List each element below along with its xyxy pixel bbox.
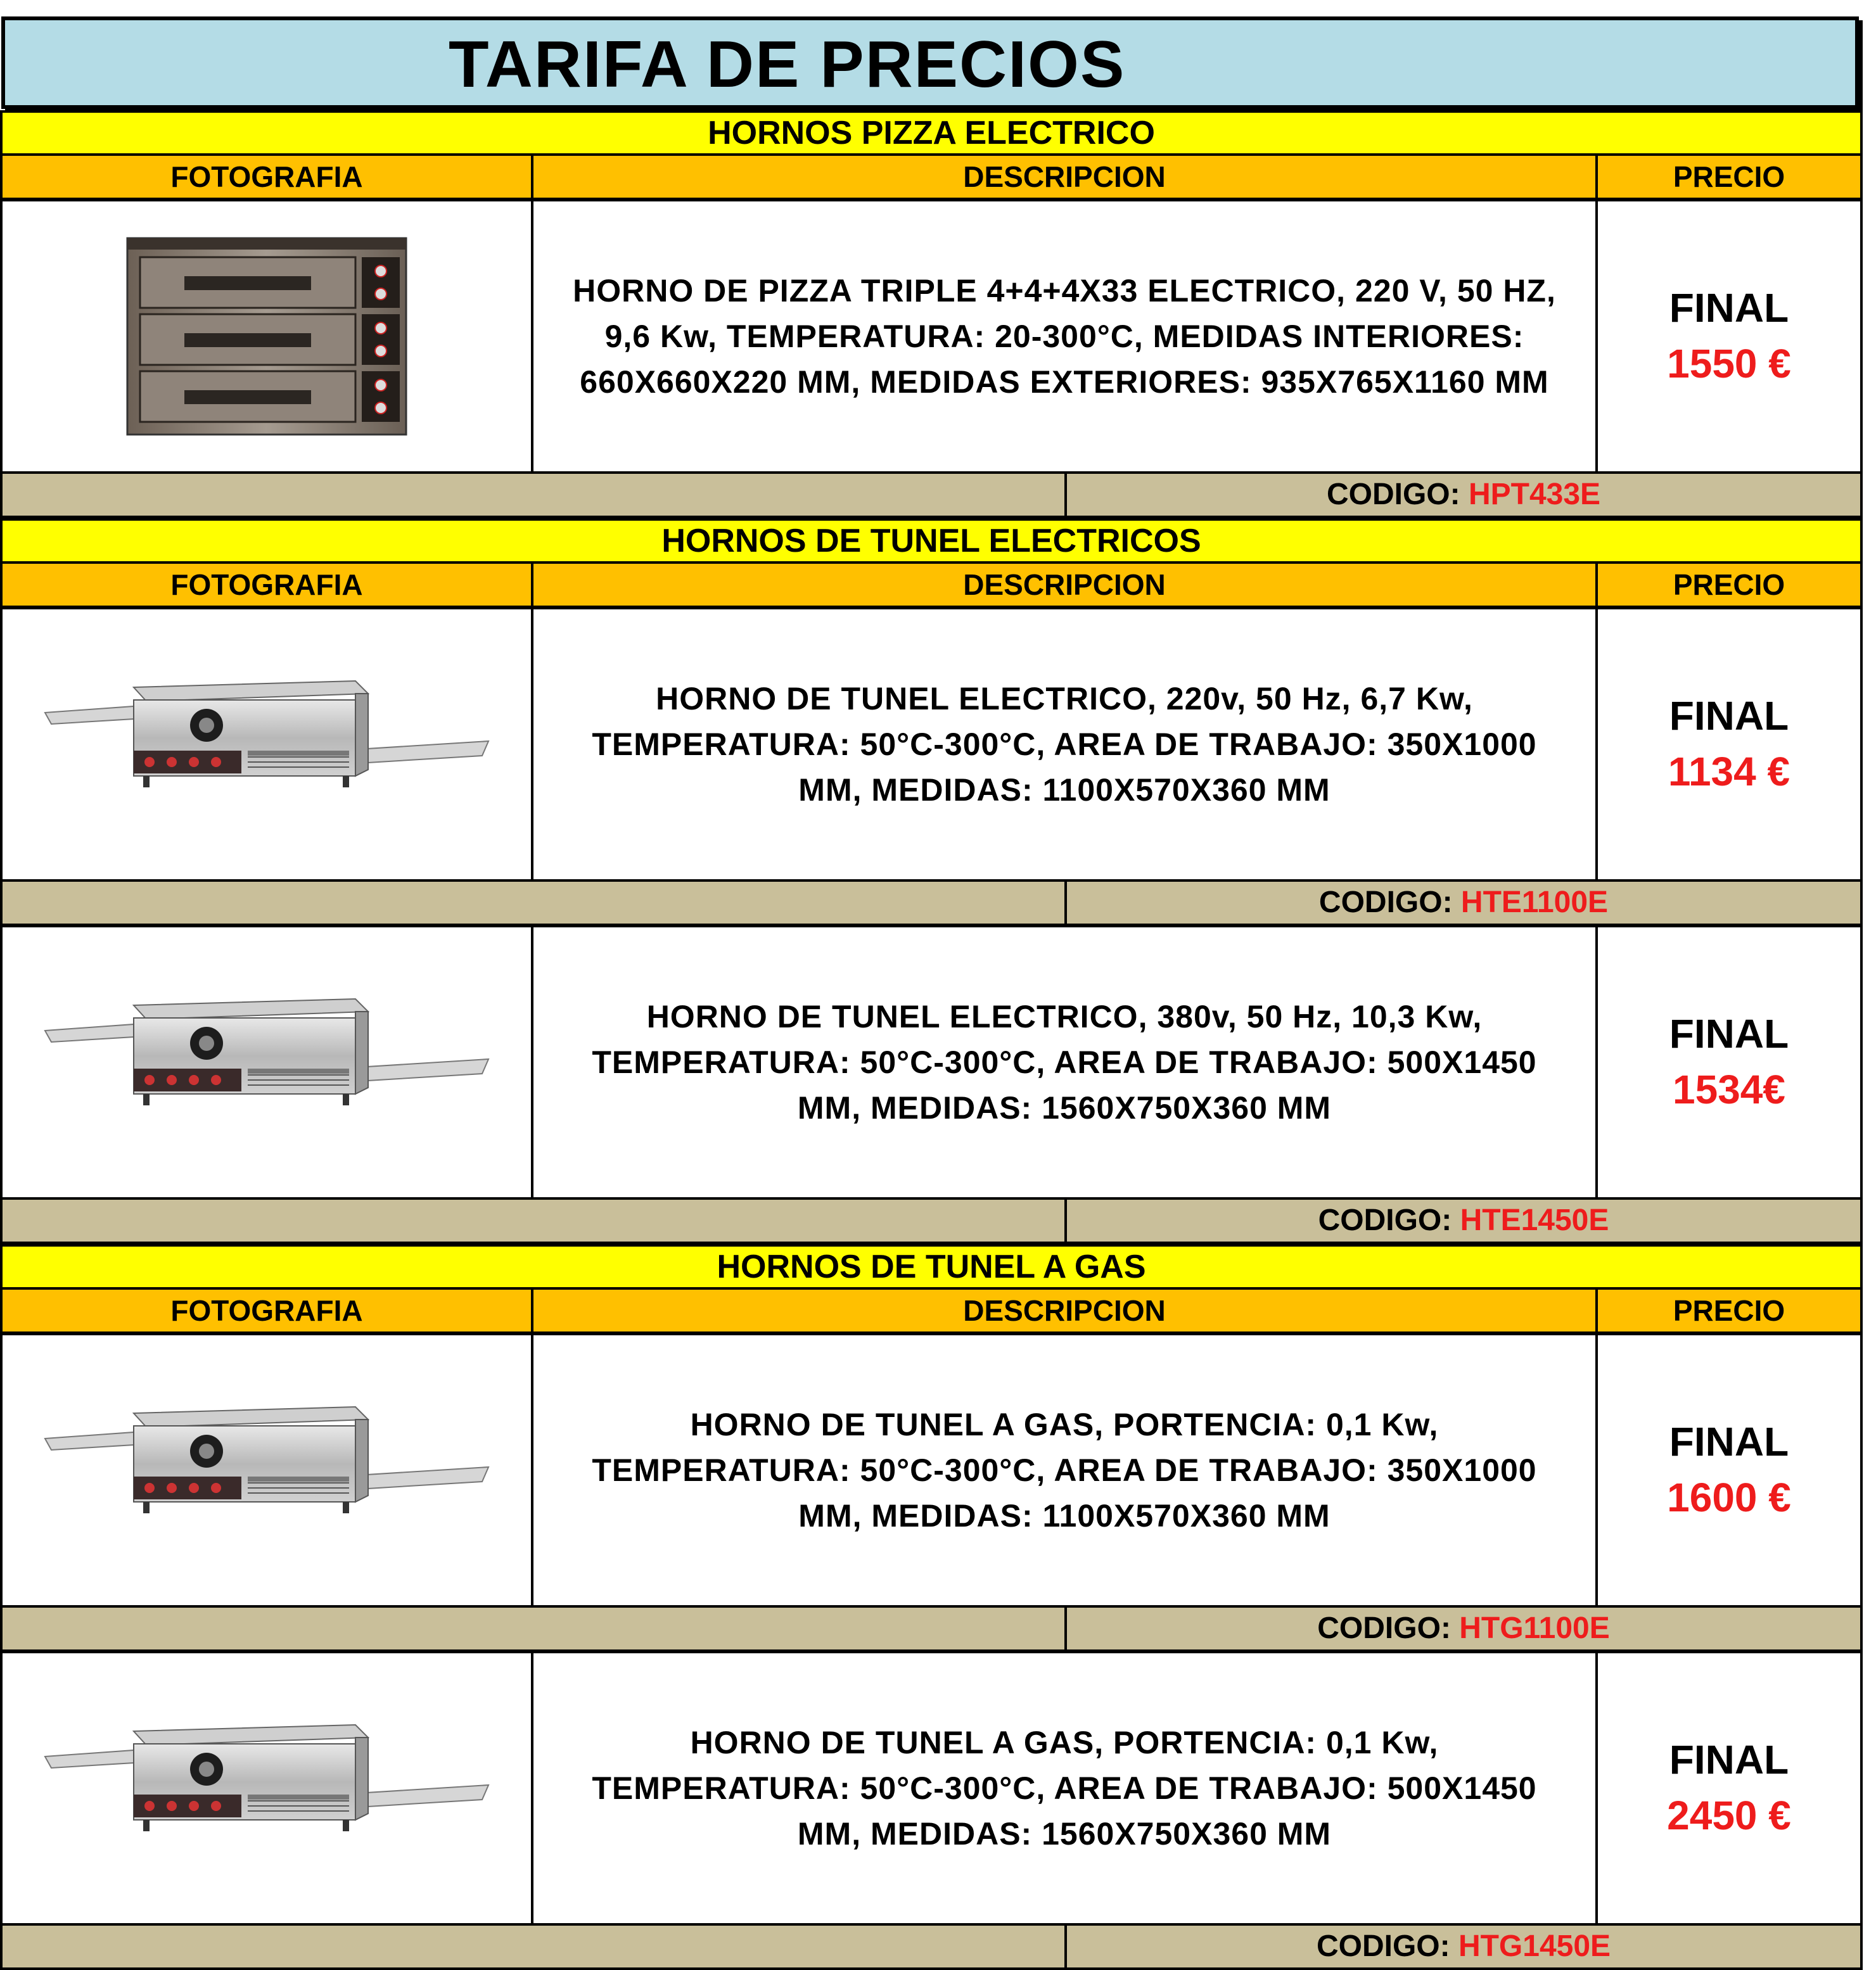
final-price-value: 1600 € bbox=[1667, 1475, 1791, 1520]
product-code-row bbox=[0, 1924, 1863, 1970]
code-value: HTE1450E bbox=[1460, 1204, 1609, 1237]
product-row bbox=[0, 926, 1863, 1198]
column-header-price: PRECIO bbox=[1673, 1294, 1785, 1327]
product-code bbox=[1067, 1926, 1860, 1967]
code-spacer bbox=[3, 882, 1067, 924]
column-header-row bbox=[0, 155, 1863, 200]
final-price-value: 2450 € bbox=[1667, 1793, 1791, 1838]
column-header-price: PRECIO bbox=[1673, 160, 1785, 193]
product-price bbox=[1598, 201, 1860, 471]
tunnel-oven-image bbox=[39, 1401, 495, 1540]
product-code bbox=[1067, 1608, 1860, 1649]
product-description: HORNO DE TUNEL ELECTRICO, 380v, 50 Hz, 10,3 Kw, TEMPERATURA: 50°C-300°C, AREA DE TRABAJO: 500X1450 MM, MEDIDAS: 1560X750X360 MM bbox=[533, 927, 1598, 1197]
product-price bbox=[1598, 1335, 1860, 1605]
final-label: FINAL bbox=[1669, 693, 1789, 739]
code-spacer bbox=[3, 1200, 1067, 1242]
code-label: CODIGO: bbox=[1317, 1611, 1451, 1645]
product-row bbox=[0, 200, 1863, 473]
tunnel-oven-image bbox=[39, 1719, 495, 1858]
column-header-price: PRECIO bbox=[1673, 568, 1785, 601]
category-header: HORNOS DE TUNEL A GAS bbox=[0, 1244, 1863, 1288]
title-bar bbox=[1, 16, 1859, 109]
column-header-description: DESCRIPCION bbox=[533, 1290, 1598, 1331]
product-description: HORNO DE PIZZA TRIPLE 4+4+4X33 ELECTRICO, 220 V, 50 HZ, 9,6 Kw, TEMPERATURA: 20-300°C, MEDIDAS INTERIORES: 660X660X220 MM, MEDIDAS EXTERIORES: 935X765X1160 MM bbox=[533, 201, 1598, 471]
final-label: FINAL bbox=[1669, 1011, 1789, 1057]
product-description: HORNO DE TUNEL A GAS, PORTENCIA: 0,1 Kw, TEMPERATURA: 50°C-300°C, AREA DE TRABAJO: 350X1000 MM, MEDIDAS: 1100X570X360 MM bbox=[533, 1335, 1598, 1605]
tunnel-oven-image bbox=[39, 675, 495, 814]
category-header: HORNOS PIZZA ELECTRICO bbox=[0, 110, 1863, 155]
code-spacer bbox=[3, 474, 1067, 516]
product-description: HORNO DE TUNEL ELECTRICO, 220v, 50 Hz, 6,7 Kw, TEMPERATURA: 50°C-300°C, AREA DE TRABAJO: 350X1000 MM, MEDIDAS: 1100X570X360 MM bbox=[533, 609, 1598, 879]
code-value: HTG1100E bbox=[1459, 1611, 1610, 1645]
product-photo bbox=[3, 1335, 533, 1605]
product-code-row bbox=[0, 1606, 1863, 1652]
column-header-photo: FOTOGRAFIA bbox=[3, 1290, 533, 1331]
category-header: HORNOS DE TUNEL ELECTRICOS bbox=[0, 518, 1863, 562]
code-spacer bbox=[3, 1926, 1067, 1967]
final-price-value: 1534€ bbox=[1673, 1067, 1785, 1112]
page-title: TARIFA DE PRECIOS bbox=[449, 28, 1126, 101]
product-price bbox=[1598, 609, 1860, 879]
code-spacer bbox=[3, 1608, 1067, 1649]
final-price-value: 1550 € bbox=[1667, 341, 1791, 386]
product-row bbox=[0, 1652, 1863, 1924]
final-price-value: 1134 € bbox=[1668, 749, 1790, 794]
code-value: HPT433E bbox=[1468, 478, 1601, 511]
product-photo bbox=[3, 1653, 533, 1923]
product-code bbox=[1067, 1200, 1860, 1242]
column-header-description: DESCRIPCION bbox=[533, 156, 1598, 198]
product-code-row bbox=[0, 473, 1863, 518]
tunnel-oven-image bbox=[39, 993, 495, 1132]
code-value: HTE1100E bbox=[1460, 886, 1609, 919]
product-code-row bbox=[0, 880, 1863, 926]
product-row bbox=[0, 608, 1863, 880]
final-label: FINAL bbox=[1669, 1737, 1789, 1783]
column-header-description: DESCRIPCION bbox=[533, 564, 1598, 606]
product-price bbox=[1598, 927, 1860, 1197]
product-price bbox=[1598, 1653, 1860, 1923]
column-header-photo: FOTOGRAFIA bbox=[3, 564, 533, 606]
final-label: FINAL bbox=[1669, 1419, 1789, 1465]
column-header-photo: FOTOGRAFIA bbox=[3, 156, 533, 198]
code-label: CODIGO: bbox=[1316, 1929, 1450, 1963]
product-photo bbox=[3, 927, 533, 1197]
column-header-row bbox=[0, 562, 1863, 608]
product-row bbox=[0, 1334, 1863, 1606]
product-code bbox=[1067, 882, 1860, 924]
product-description: HORNO DE TUNEL A GAS, PORTENCIA: 0,1 Kw, TEMPERATURA: 50°C-300°C, AREA DE TRABAJO: 500X1450 MM, MEDIDAS: 1560X750X360 MM bbox=[533, 1653, 1598, 1923]
code-label: CODIGO: bbox=[1318, 1204, 1452, 1237]
code-label: CODIGO: bbox=[1318, 886, 1453, 919]
product-code-row bbox=[0, 1198, 1863, 1244]
product-code bbox=[1067, 474, 1860, 516]
product-photo bbox=[3, 609, 533, 879]
code-value: HTG1450E bbox=[1458, 1929, 1611, 1963]
pizza-oven-image bbox=[115, 232, 419, 441]
final-label: FINAL bbox=[1669, 285, 1789, 331]
product-photo bbox=[3, 201, 533, 471]
code-label: CODIGO: bbox=[1326, 478, 1460, 511]
column-header-row bbox=[0, 1288, 1863, 1334]
